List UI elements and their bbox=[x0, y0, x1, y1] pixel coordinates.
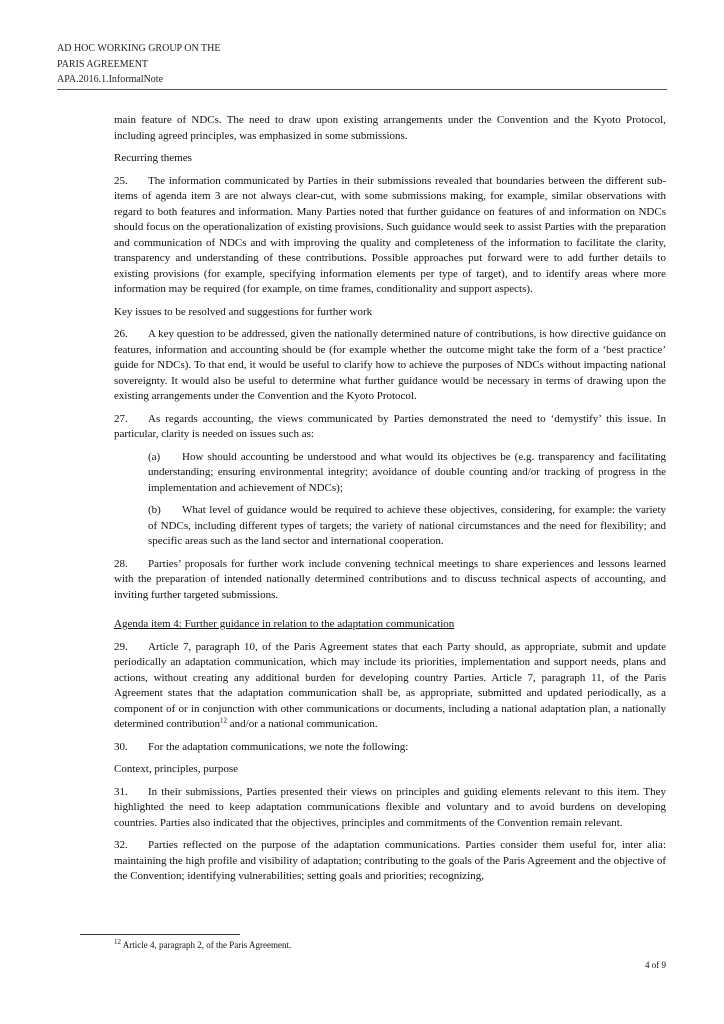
header-line-2: PARIS AGREEMENT bbox=[57, 58, 149, 70]
paragraph-number: 26. bbox=[114, 328, 128, 340]
paragraph-25 bbox=[114, 174, 666, 298]
item-text: How should accounting be understood and what would its objectives be (e.g. transparency and facilitating understanding; ensuring environmental integrity; avoidance of double counting and/or tracking of progress in the implementation and achievement of NDCs); bbox=[148, 450, 666, 494]
footnote-reference[interactable]: 12 bbox=[220, 716, 227, 725]
paragraph-27 bbox=[114, 412, 666, 443]
paragraph-31 bbox=[114, 785, 666, 832]
footnote-text: Article 4, paragraph 2, of the Paris Agreement. bbox=[121, 940, 292, 950]
paragraph-number: 30. bbox=[114, 740, 128, 753]
paragraph-27b bbox=[114, 503, 666, 550]
paragraph-intro: main feature of NDCs. The need to draw upon existing arrangements under the Convention and the Kyoto Protocol, including agreed principles, was emphasized in some submissions. bbox=[114, 114, 666, 142]
paragraph-text: Article 7, paragraph 10, of the Paris Agreement states that each Party should, as appropriate, submit and update periodically an adaptation communication, which may include its priorities, implementation and support needs, plans and actions, without creating any additional burden for developing country Parties. Article 7, paragraph 11, of the Paris Agreement states that the adaptation communication shall be, as appropriate, submitted and updated periodically, as a component of or in conjunction with other communications or documents, including a national adaptation plan, a nationally determined contribution bbox=[114, 640, 666, 730]
paragraph-27a bbox=[114, 450, 666, 497]
paragraph-text: As regards accounting, the views communicated by Parties demonstrated the need to ‘demystify’ this issue. In particular, clarity is needed on issues such as: bbox=[114, 412, 666, 440]
paragraph-text: Parties’ proposals for further work include convening technical meetings to share experiences and lessons learned with the preparation of intended nationally determined contributions and to discuss technical aspects of accounting, and inviting further targeted submissions. bbox=[114, 557, 666, 601]
heading-key-issues: Key issues to be resolved and suggestions for further work bbox=[114, 305, 373, 318]
paragraph-text: For the adaptation communications, we note the following: bbox=[148, 740, 409, 753]
header-line-1: AD HOC WORKING GROUP ON THE bbox=[57, 43, 221, 54]
paragraph-text: Parties reflected on the purpose of the adaptation communications. Parties consider them useful for, inter alia: maintaining the high profile and visibility of adaptation; contributing to the goals of the Paris Agreement and the objective of the Convention; identifying vulnerabilities; setting goals and priorities; recognizing, bbox=[114, 839, 666, 882]
paragraph-28 bbox=[114, 557, 666, 604]
paragraph-text: A key question to be addressed, given the nationally determined nature of contributions, is how directive guidance on features, information and accounting should be (for example whether the outcome might take the form of a ‘best practice’ guide for NDCs). To that end, it would be useful to clarify how to achieve the purposes of NDCs without impacting national sovereignty. It would also be useful to determine what further guidance would be necessary in terms of drawing upon the existing arrangements under the Convention and the Kyoto Protocol. bbox=[114, 328, 666, 402]
page-number: 4 of 9 bbox=[645, 960, 666, 970]
item-number: (b) bbox=[148, 504, 161, 516]
paragraph-number: 31. bbox=[114, 785, 128, 798]
paragraph-text-end: and/or a national communication. bbox=[227, 718, 378, 730]
paragraph-number: 28. bbox=[114, 557, 128, 570]
paragraph-text: In their submissions, Parties presented their views on principles and guiding elements relevant to this item. They highlighted the need to keep adaptation communications flexible and voluntary and to avoid burdens on developing countries. Parties also indicated that the objectives, principles and commitments of the Convention remain relevant. bbox=[114, 785, 666, 829]
heading-context: Context, principles, purpose bbox=[114, 763, 239, 775]
footnote-12 bbox=[114, 939, 291, 951]
paragraph-29 bbox=[114, 640, 666, 733]
header-line-3: APA.2016.1.InformalNote bbox=[57, 74, 164, 85]
footnote-number: 12 bbox=[114, 938, 121, 946]
paragraph-number: 27. bbox=[114, 412, 128, 425]
document-header bbox=[57, 41, 220, 88]
paragraph-26 bbox=[114, 327, 666, 405]
document-body bbox=[114, 113, 666, 892]
paragraph-number: 29. bbox=[114, 640, 128, 653]
paragraph-32 bbox=[114, 838, 666, 885]
header-divider bbox=[57, 89, 667, 90]
footnote-divider bbox=[80, 934, 240, 935]
heading-agenda-item-4: Agenda item 4: Further guidance in relation to the adaptation communication bbox=[114, 618, 455, 630]
heading-recurring-themes: Recurring themes bbox=[114, 152, 192, 164]
item-number: (a) bbox=[148, 450, 161, 463]
paragraph-number: 32. bbox=[114, 839, 128, 851]
item-text: What level of guidance would be required to achieve these objectives, considering, for example: the variety of NDCs, including different types of targets; the variety of national circumstances and the need for flexibility; and specific areas such as the land sector and international cooperation. bbox=[148, 504, 666, 547]
paragraph-text: The information communicated by Parties in their submissions revealed that boundaries between the different sub-items of agenda item 3 are not always clear-cut, with some submissions making, for example, similar observations with regard to both features and information. Many Parties noted that further guidance on features of and information on NDCs should focus on the operationalization of existing provisions. Such guidance would seek to assist Parties with the preparation and communication of NDCs and with improving the quality and completeness of the information to facilitate the clarity, transparency and understanding of these contributions. Possible approaches put forward were to add further details to existing provisions (for example, specifying information elements per type of target), and to identify areas where more information may be required (for example, on time frames, conditionality and support aspects). bbox=[114, 174, 666, 295]
paragraph-30 bbox=[114, 740, 666, 756]
paragraph-number: 25. bbox=[114, 174, 128, 187]
